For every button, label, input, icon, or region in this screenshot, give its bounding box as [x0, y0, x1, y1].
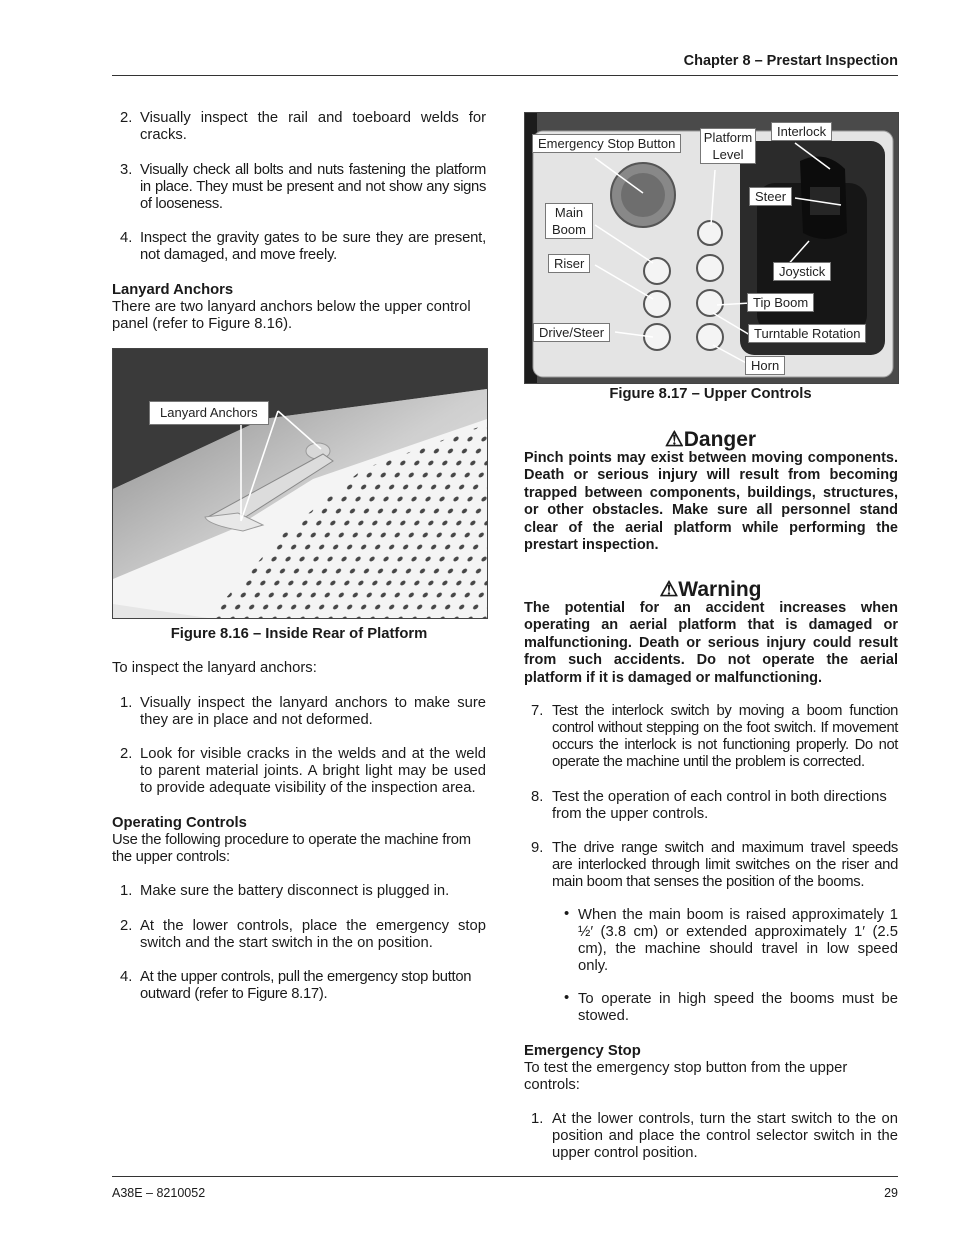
list-number: 7. [531, 703, 544, 719]
list-item: At the lower controls, place the emergency stop switch and the start switch in the on position. [140, 918, 486, 951]
joystick-label: Joystick [773, 262, 831, 281]
doc-number: A38E – 8210052 [112, 1186, 206, 1200]
list-item: Make sure the battery disconnect is plugged in. [140, 883, 450, 899]
steer-label: Steer [749, 187, 792, 206]
interlock-label: Interlock [771, 122, 832, 141]
warning-title-text: Warning [678, 578, 762, 601]
list-item: Visually inspect the lanyard anchors to make sure they are in place and not deformed. [140, 695, 486, 728]
drive-steer-label: Drive/Steer [533, 323, 610, 342]
list-number: 4. [120, 230, 133, 246]
lanyard-heading: Lanyard Anchors [112, 282, 234, 298]
list-item: At the lower controls, turn the start switch to the on position and place the control selector switch in the upper control position. [552, 1111, 898, 1161]
figure-8-17-caption: Figure 8.17 – Upper Controls [609, 386, 812, 402]
list-number: 4. [120, 969, 133, 985]
list-number: 2. [120, 746, 133, 762]
list-item: At the upper controls, pull the emergency stop button outward (refer to Figure 8.17). [140, 969, 472, 1002]
bullet-item: When the main boom is raised approximately 1 ½′ (3.8 cm) or extended approximately 1′ (2.5 cm), the machine should travel in low speed only. [578, 907, 898, 974]
header-rule [112, 75, 898, 76]
estop-button-label: Emergency Stop Button [532, 134, 681, 153]
lanyard-anchors-callout: Lanyard Anchors [149, 401, 269, 425]
estop-heading: Emergency Stop [524, 1043, 641, 1059]
warning-text: The potential for an accident increases when operating an aerial platform that is damaged or malfunctioning. Death or serious injury could result from such accidents. Do not operate the aerial platform if it is damaged or malfunctioning. [524, 600, 898, 686]
bullet-item: To operate in high speed the booms must be stowed. [578, 991, 898, 1024]
inspect-intro: To inspect the lanyard anchors: [112, 660, 317, 676]
horn-label: Horn [745, 356, 785, 375]
turntable-rotation-label: Turntable Rotation [748, 324, 866, 343]
operating-heading: Operating Controls [112, 815, 247, 831]
chapter-header: Chapter 8 – Prestart Inspection [683, 53, 898, 69]
bullet: • [564, 906, 570, 922]
list-item: Test the interlock switch by moving a boom function control without stepping on the foot switch. If movement occurs the interlock is not functioning properly. Do not operate the machine until the problem is corrected. [552, 703, 898, 770]
platform-illustration [113, 349, 487, 618]
tip-boom-label: Tip Boom [747, 293, 814, 312]
list-item: Visually inspect the rail and toeboard welds for cracks. [140, 110, 486, 143]
bullet: • [564, 990, 570, 1006]
list-number: 1. [120, 695, 133, 711]
operating-intro: Use the following procedure to operate the machine from the upper controls: [112, 832, 471, 865]
danger-title [524, 427, 897, 452]
platform-level-label: Platform Level [700, 128, 756, 164]
warning-triangle-icon: ⚠ [664, 428, 684, 451]
estop-intro: To test the emergency stop button from the upper controls: [524, 1060, 848, 1093]
list-item: Test the operation of each control in both directions from the upper controls. [552, 789, 887, 822]
main-boom-label: Main Boom [545, 203, 593, 239]
warning-triangle-icon: ⚠ [659, 578, 679, 601]
lanyard-intro: There are two lanyard anchors below the upper control panel (refer to Figure 8.16). [112, 299, 471, 332]
list-number: 1. [120, 883, 133, 899]
figure-8-16-photo [112, 348, 488, 619]
list-number: 2. [120, 110, 133, 126]
danger-title-text: Danger [683, 428, 757, 451]
list-item: Visually check all bolts and nuts fastening the platform in place. They must be present and not show any signs of looseness. [140, 162, 486, 212]
list-number: 1. [531, 1111, 544, 1127]
list-number: 9. [531, 840, 544, 856]
footer-rule [112, 1176, 898, 1177]
warning-title [524, 577, 897, 602]
list-number: 3. [120, 162, 133, 178]
list-number: 2. [120, 918, 133, 934]
riser-label: Riser [548, 254, 590, 273]
danger-text: Pinch points may exist between moving components. Death or serious injury will result from becoming trapped between components, buildings, structures, or other obstacles. Make sure all personnel stand clear of the aerial platform while performing the prestart inspection. [524, 450, 898, 554]
page-number: 29 [884, 1186, 898, 1200]
list-item: The drive range switch and maximum travel speeds are interlocked through limit switches on the riser and main boom that senses the position of the booms. [552, 840, 898, 890]
list-item: Look for visible cracks in the welds and at the weld to parent material joints. A bright light may be used to provide adequate visibility of the inspection area. [140, 746, 486, 796]
figure-8-16-caption: Figure 8.16 – Inside Rear of Platform [170, 626, 428, 642]
list-number: 8. [531, 789, 544, 805]
list-item: Inspect the gravity gates to be sure they are present, not damaged, and move freely. [140, 230, 486, 263]
figure-8-17-photo [524, 112, 899, 384]
